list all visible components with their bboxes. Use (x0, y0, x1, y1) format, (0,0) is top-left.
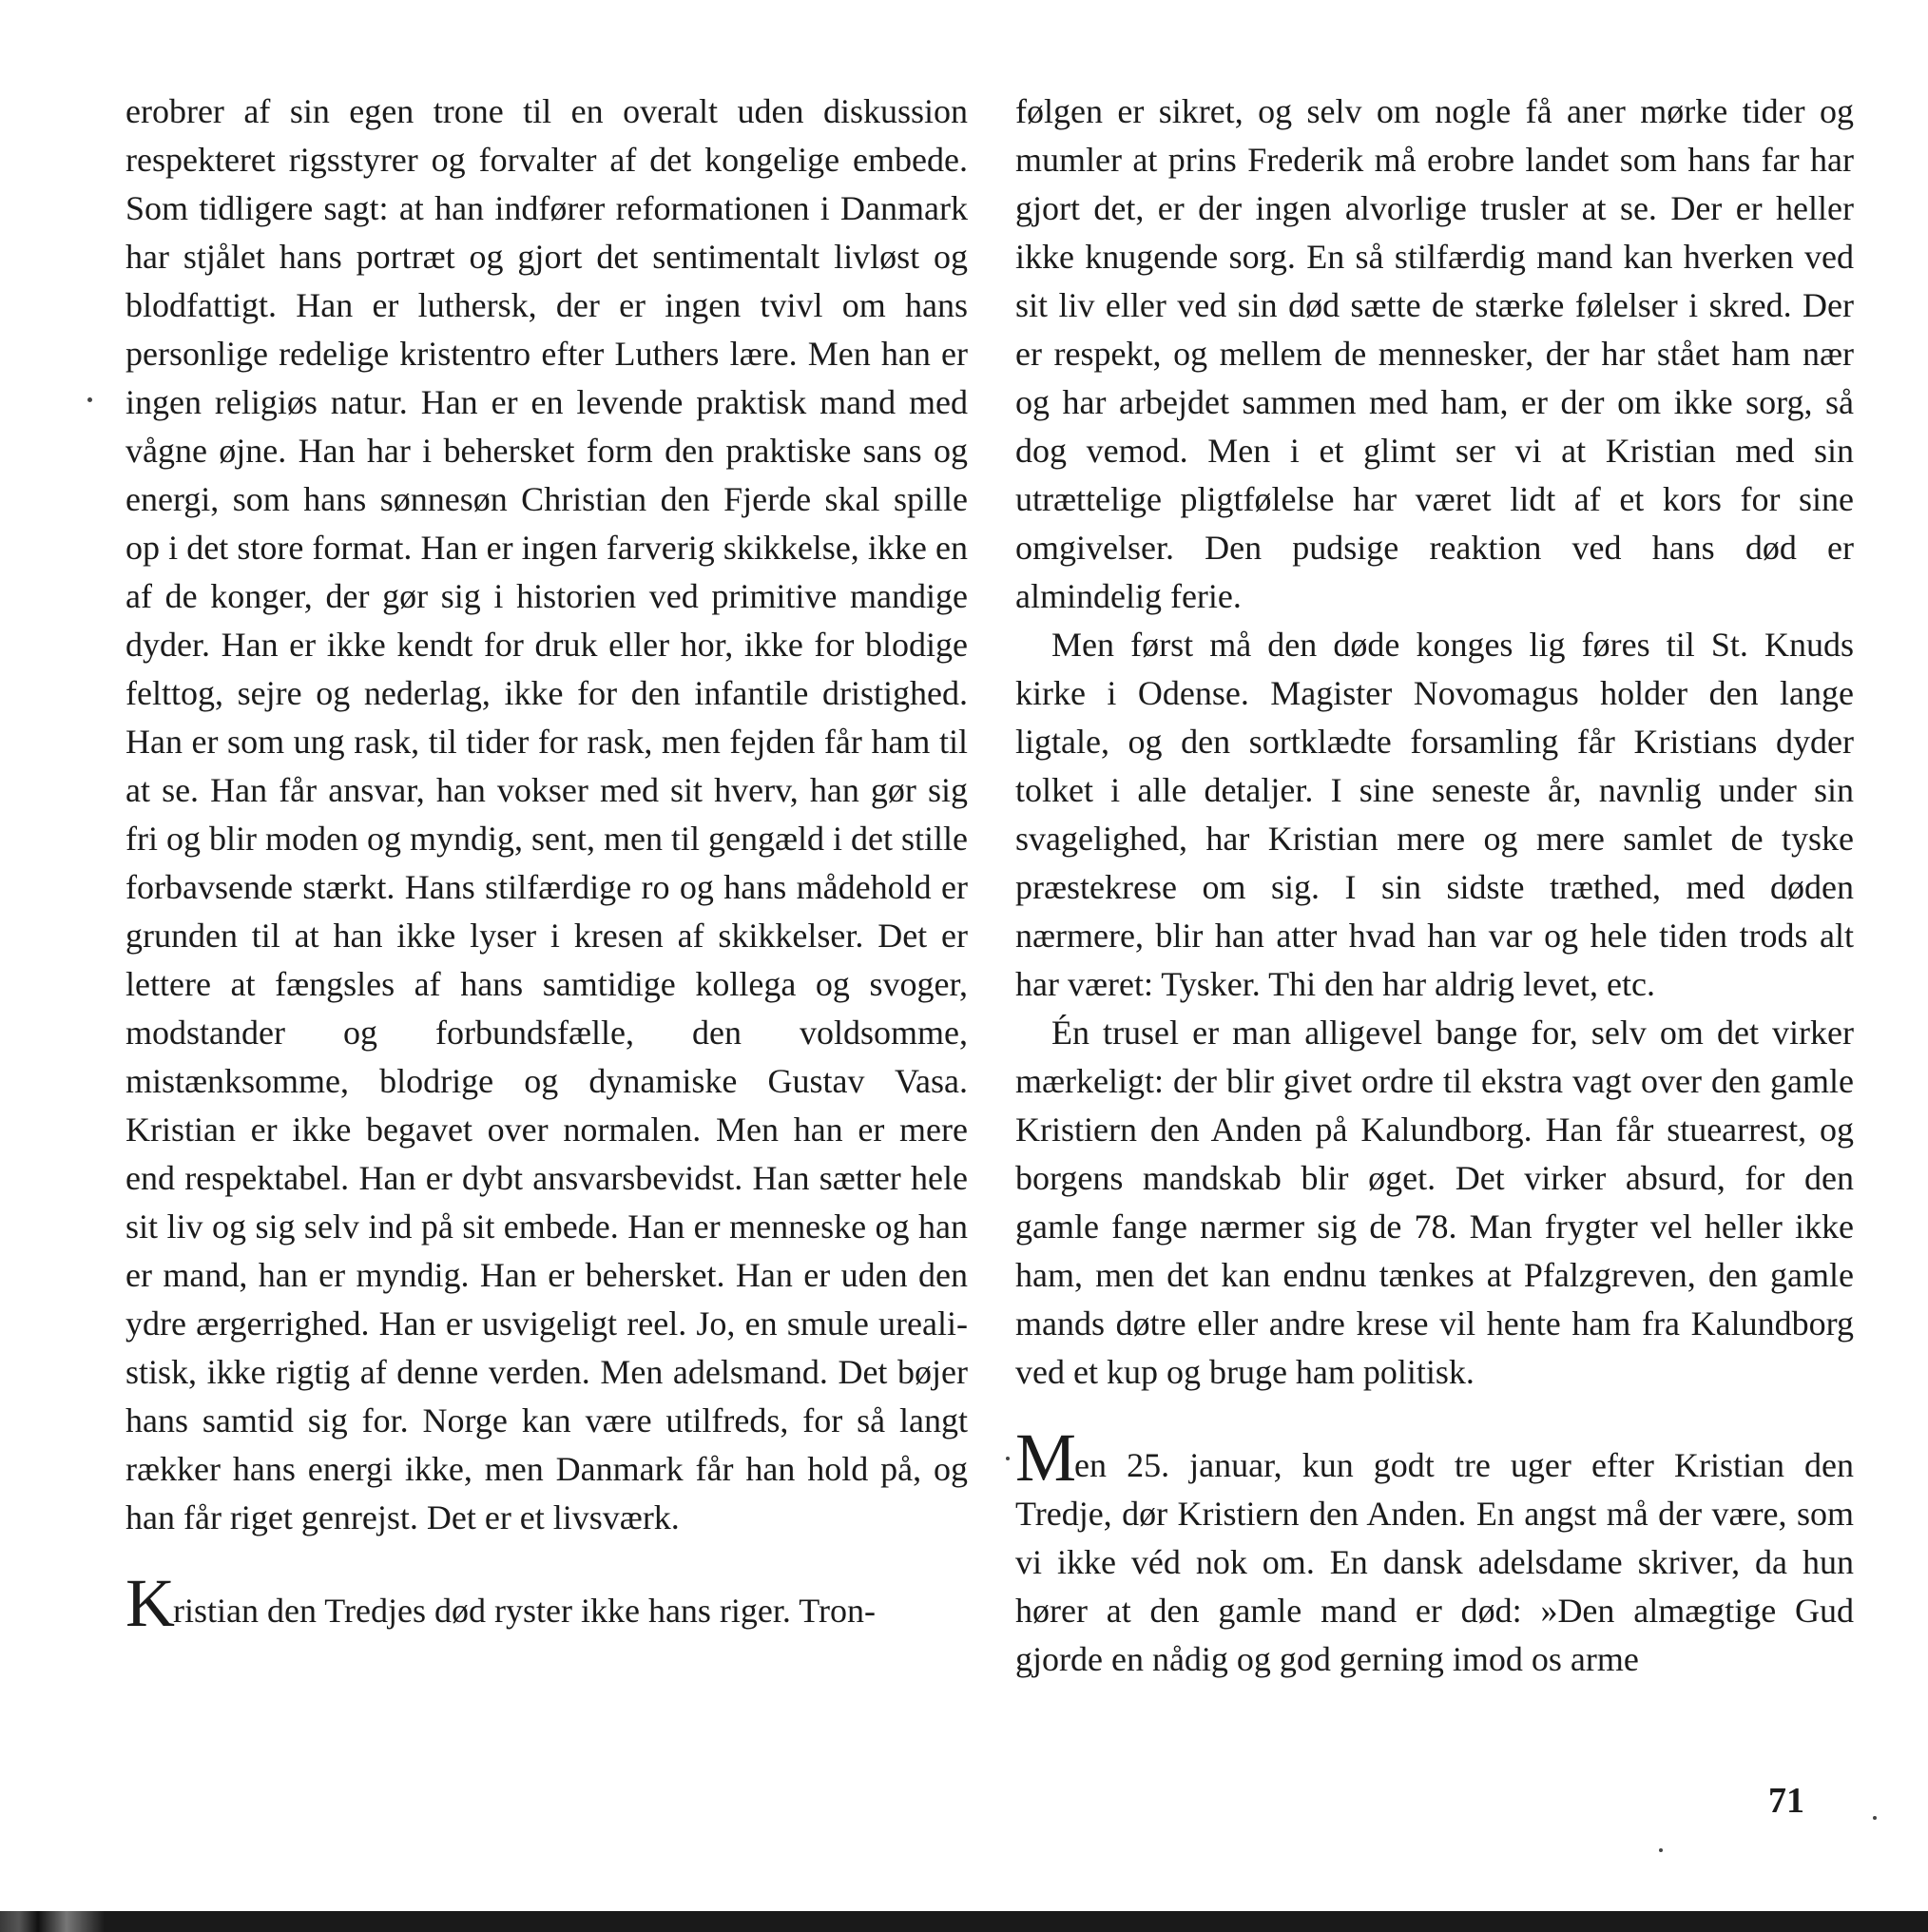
body-paragraph: Men først må den døde konges lig føres til St. Knuds kirke i Odense. Magister Novomagus holder den lange ligtale, og den sortklædte forsamling får Kristians dyder tolket i alle detaljer. I sine seneste år, navnlig under sin svagelighed, har Kristian mere og mere samlet de tyske præstekrese om sig. I sin sidste træthed, med døden nærmere, blir han atter hvad han var og hele tiden trods alt har været: Tysker. Thi den har aldrig levet, etc. (1015, 626, 1854, 1003)
body-paragraph: Én trusel er man alligevel bange for, selv om det virker mærkeligt: der blir givet ordre til ekstra vagt over den gamle Kristiern den Anden på Kalundborg. Han får stuearrest, og borgens mandskab blir øget. Det virker absurd, for den gamle fange nærmer sig de 78. Man frygter vel heller ikke ham, men det kan endnu tænkes at Pfalzgreven, den gamle mands døtre eller andre krese vil hente ham fra Kalundborg ved et kup og bruge ham politisk. (1015, 1014, 1854, 1391)
body-paragraph: erobrer af sin egen trone til en overalt uden diskussion respekteret rigsstyrer og forvalter af det kongelige embede. Som tidligere sagt: at han indfører reformationen i Danmark har stjålet hans portræt og gjort det sentimentalt livløst og blodfattigt. Han er luthersk, der er ingen tvivl om hans personlige redelige kristentro efter Luthers lære. Men han er ingen religiøs natur. Han er en levende praktisk mand med vågne øjne. Han har i behersket form den praktiske sans og energi, som hans sønnesøn Christian den Fjerde skal spille op i det store format. Han er ingen farverig skikkelse, ikke en af de konger, der gør sig i historien ved primitive mandige dyder. Han er ikke kendt for druk eller hor, ikke for blodige felttog, sejre og nederlag, ikke for den infantile dristighed. Han er som ung rask, til tider for rask, men fejden får ham til at se. Han får ansvar, han vokser med sit hverv, han gør sig fri og blir moden og myndig, sent, men til gengæld i det stille forbavsende stærkt. Hans stilfærdige ro og hans mådehold er grunden til at han ikke lyser i kresen af skikkelser. Det er lettere at fængsles af hans samtidige kollega og svoger, modstander og forbundsfælle, den voldsomme, mistænksomme, blodrige og dynamiske Gustav Vasa. Kristian er ikke begavet over normalen. Men han er mere end respektabel. Han er dybt ansvarsbevidst. Han sætter hele sit liv og sig selv ind på sit embede. Han er menneske og han er mand, han er myndig. Han er behersket. Han er uden den ydre ærgerrighed. Han er usvigeligt reel. Jo, en smule urealistisk, ikke rigtig af denne verden. Men adelsmand. Det bøjer hans samtid sig for. Norge kan være utilfreds, for så langt rækker hans energi ikke, men Danmark får han hold på, og han får riget genrejst. Det er et livsværk. (125, 92, 968, 1536)
body-paragraph: følgen er sikret, og selv om nogle få aner mørke tider og mumler at prins Frederik må erobre landet som hans far har gjort det, er der ingen alvorlige trusler at se. Der er heller ikke knugende sorg. En så stilfærdig mand kan hverken ved sit liv eller ved sin død sætte de stærke følelser i skred. Der er respekt, og mellem de mennesker, der har stået ham nær og har arbejdet sammen med ham, er der om ikke sorg, så dog vemod. Men i et glimt ser vi at Kristian med sin utrættelige pligtfølelse har været lidt af et kors for sine omgivelser. Den pudsige reaktion ved hans død er almindelig ferie. (1015, 92, 1854, 615)
section-opening-text: ristian den Tredjes død ryster ikke hans riger. Tron- (173, 1592, 876, 1630)
scan-speck (1659, 1848, 1663, 1852)
section-opening-text: en 25. januar, kun godt tre uger efter Kristian den Tredje, dør Kristiern den Anden. En angst må der være, som vi ikke véd nok om. En dansk adelsdame skriver, da hun hører at den gamle mand er død: »Den almægtige Gud gjorde en nådig og god gerning imod os arme (1015, 1446, 1854, 1678)
left-text-column (125, 87, 968, 1641)
scan-edge-band (0, 1911, 1928, 1932)
section-opening-paragraph (125, 1565, 968, 1641)
drop-cap-letter: K (125, 1565, 173, 1641)
scan-speck (1006, 1457, 1010, 1460)
page-number: 71 (1768, 1781, 1804, 1821)
right-text-column (1015, 87, 1854, 1684)
section-opening-paragraph (1015, 1420, 1854, 1684)
scan-speck (1873, 1816, 1877, 1820)
drop-cap-letter: M (1015, 1420, 1075, 1496)
scan-speck (87, 397, 92, 402)
